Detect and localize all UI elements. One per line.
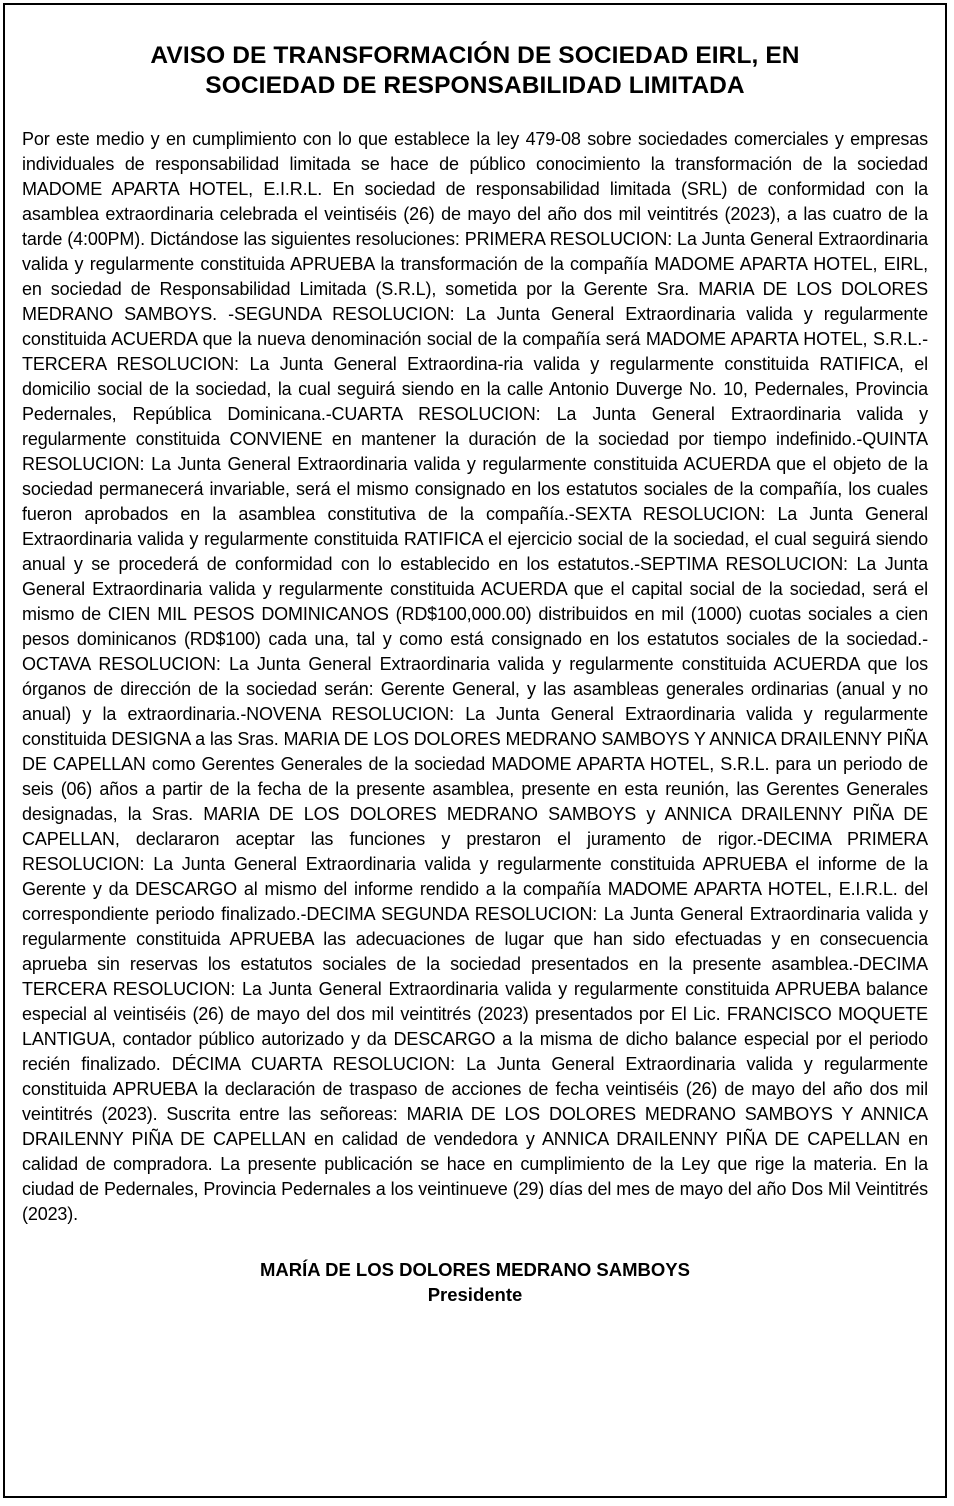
notice-title-line-1: AVISO DE TRANSFORMACIÓN DE SOCIEDAD EIRL, EN — [150, 42, 800, 69]
notice-title — [22, 41, 928, 101]
notice-frame — [3, 3, 947, 1498]
signature-block — [22, 1257, 928, 1307]
signatory-name: MARÍA DE LOS DOLORES MEDRANO SAMBOYS — [260, 1259, 690, 1280]
signatory-role: Presidente — [427, 1284, 523, 1305]
notice-title-line-2: SOCIEDAD DE RESPONSABILIDAD LIMITADA — [205, 72, 745, 99]
notice-body: Por este medio y en cumplimiento con lo que establece la ley 479-08 sobre sociedades comerciales y empresas individuales de responsabilidad limitada se hace de público conocimiento la transformación de la sociedad MADOME APARTA HOTEL, E.I.R.L. En sociedad de responsabilidad limitada (SRL) de conformidad con la asamblea extraordinaria celebrada el veintiséis (26) de mayo del año dos mil veintitrés (2023), a las cuatro de la tarde (4:00PM). Dictándose las siguientes resoluciones: PRIMERA RESOLUCION: La Junta General Extraordinaria valida y regularmente constituida APRUEBA la transformación de la compañía MADOME APARTA HOTEL, EIRL, en sociedad de Responsabilidad Limitada (S.R.L), sometida por la Gerente Sra. MARIA DE LOS DOLORES MEDRANO SAMBOYS. -SEGUNDA RESOLUCION: La Junta General Extraordinaria valida y regularmente constituida ACUERDA que la nueva denominación social de la compañía será MADOME APARTA HOTEL, S.R.L.-TERCERA RESOLUCION: La Junta General Extraordina-ria valida y regularmente constituida RATIFICA, el domicilio social de la sociedad, la cual seguirá siendo en la calle Antonio Duverge No. 10, Pedernales, Provincia Pedernales, República Dominicana.-CUARTA RESOLUCION: La Junta General Extraordinaria valida y regularmente constituida CONVIENE en mantener la duración de la sociedad por tiempo indefinido.-QUINTA RESOLUCION: La Junta General Extraordinaria valida y regularmente constituida ACUERDA que el objeto de la sociedad permanecerá invariable, será el mismo consignado en los estatutos sociales de la compañía, los cuales fueron aprobados en la asamblea constitutiva de la compañía.-SEXTA RESOLUCION: La Junta General Extraordinaria valida y regularmente constituida RATIFICA el ejercicio social de la sociedad, el cual seguirá siendo anual y se procederá de conformidad con lo establecido en los estatutos.-SEPTIMA RESOLUCION: La Junta General Extraordinaria valida y regularmente constituida ACUERDA que el capital social de la sociedad, será el mismo de CIEN MIL PESOS DOMINICANOS (RD$100,000.00) distribuidos en mil (1000) cuotas sociales a cien pesos dominicanos (RD$100) cada una, tal y como está consignado en los estatutos sociales de la sociedad.-OCTAVA RESOLUCION: La Junta General Extraordinaria valida y regularmente constituida ACUERDA que los órganos de dirección de la sociedad serán: Gerente General, y las asambleas generales ordinarias (anual y no anual) y la extraordinaria.-NOVENA RESOLUCION: La Junta General Extraordinaria valida y regularmente constituida DESIGNA a las Sras. MARIA DE LOS DOLORES MEDRANO SAMBOYS Y ANNICA DRAILENNY PIÑA DE CAPELLAN como Gerentes Generales de la sociedad MADOME APARTA HOTEL, S.R.L. para un periodo de seis (06) años a partir de la fecha de la presente asamblea, presente en esta reunión, las Gerentes Generales designadas, la Sras. MARIA DE LOS DOLORES MEDRANO SAMBOYS y ANNICA DRAILENNY PIÑA DE CAPELLAN, declararon aceptar las funciones y prestaron el juramento de rigor.-DECIMA PRIMERA RESOLUCION: La Junta General Extraordinaria valida y regularmente constituida APRUEBA el informe de la Gerente y da DESCARGO al mismo del informe rendido a la compañía MADOME APARTA HOTEL, E.I.R.L. del correspondiente periodo finalizado.-DECIMA SEGUNDA RESOLUCION: La Junta General Extraordinaria valida y regularmente constituida APRUEBA las adecuaciones de lugar que han sido efectuadas y en consecuencia aprueba sin reservas los estatutos sociales de la sociedad presentados en la presente asamblea.-DECIMA TERCERA RESOLUCION: La Junta General Extraordinaria valida y regularmente constituida APRUEBA balance especial al veintiséis (26) de mayo del dos mil veintitrés (2023) presentados por El Lic. FRANCISCO MOQUETE LANTIGUA, contador público autorizado y da DESCARGO a la misma de dicho balance especial por el periodo recién finalizado. DÉCIMA CUARTA RESOLUCION: La Junta General Extraordinaria valida y regularmente constituida APRUEBA la declaración de traspaso de acciones de fecha veintiséis (26) de mayo del año dos mil veintitrés (2023). Suscrita entre las señoreas: MARIA DE LOS DOLORES MEDRANO SAMBOYS Y ANNICA DRAILENNY PIÑA DE CAPELLAN en calidad de vendedora y ANNICA DRAILENNY PIÑA DE CAPELLAN en calidad de compradora. La presente publicación se hace en cumplimiento de la Ley que rige la materia. En la ciudad de Pedernales, Provincia Pedernales a los veintinueve (29) días del mes de mayo del año Dos Mil Veintitrés (2023). — [22, 129, 928, 1224]
notice-content — [22, 41, 928, 1307]
